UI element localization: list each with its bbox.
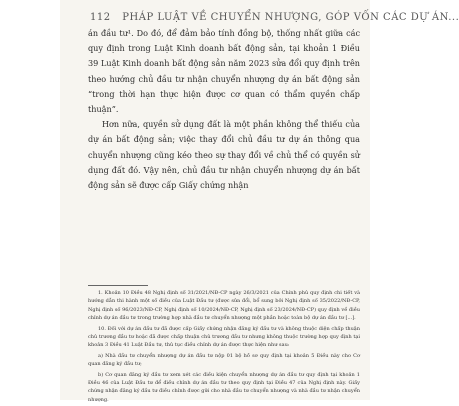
footnote-clause-b: b) Cơ quan đăng ký đầu tư xem xét các điều kiện chuyển nhượng dự án đầu tư quy định tại khoản 1 Điều 46 của Luật Đầu tư để điều chỉnh dự án đầu tư theo quy định tại Điều 47 của Nghị định này. Giấy chứng nhận đăng ký đầu tư điều chỉnh được gửi cho nhà đầu tư chuyển nhượng và nhà đầu tư nhận chuyển nhượng. [88,371,360,403]
running-head [90,12,459,23]
running-title: PHÁP LUẬT VỀ CHUYỂN NHƯỢNG, GÓP VỐN CÁC DỰ ÁN... [122,12,459,23]
main-text [88,26,360,193]
body-paragraph-2: Hơn nữa, quyền sử dụng đất là một phần không thể thiếu của dự án bất động sản; việc thay đổi chủ đầu tư dự án thông qua chuyển nhượng cũng kéo theo sự thay đổi về chủ thể có quyền sử dụng đất đó. Vậy nên, chủ đầu tư nhận chuyển nhượng dự án bất động sản sẽ được cấp Giấy chứng nhận [88,119,360,191]
book-page [60,0,459,403]
page-number: 112 [90,12,111,23]
footnote-1: 1. Khoản 10 Điều 48 Nghị định số 31/2021/NĐ-CP ngày 26/3/2021 của Chính phủ quy định chi tiết và hướng dẫn thi hành một số điều của Luật Đầu tư (được sửa đổi, bổ sung bởi Nghị định số 35/2022/NĐ-CP, Nghị định số 96/2023/NĐ-CP, Nghị định số 10/2024/NĐ-CP, Nghị định số 23/2024/NĐ-CP) quy định về điều chỉnh dự án đầu tư trong trường hợp nhà đầu tư chuyển nhượng một phần hoặc toàn bộ dự án đầu tư [...]. [88,290,360,322]
body-paragraph-1: án đầu tư¹. Do đó, để đảm bảo tính đồng bộ, thống nhất giữa các quy định trong Luật Kinh doanh bất động sản, tại khoản 1 Điều 39 Luật Kinh doanh bất động sản năm 2023 sửa đổi quy định trên theo hướng chủ đầu tư nhận chuyển nhượng dự án bất động sản “trong thời hạn thực hiện được cơ quan có thẩm quyền chấp thuận”. [88,28,360,115]
footnotes [88,289,360,406]
footnote-clause-a: a) Nhà đầu tư chuyển nhượng dự án đầu tư nộp 01 bộ hồ sơ quy định tại khoản 5 Điều này cho Cơ quan đăng ký đầu tư; [88,352,360,368]
footnote-separator [88,285,148,286]
footnote-clause-10: 10. Đối với dự án đầu tư đã được cấp Giấy chứng nhận đăng ký đầu tư và không thuộc diện chấp thuận chủ trương đầu tư hoặc đã được chấp thuận chủ trương đầu tư nhưng không thuộc trường hợp quy định tại khoản 3 Điều 41 Luật Đầu tư, thủ tục điều chỉnh dự án được thực hiện như sau: [88,325,360,349]
